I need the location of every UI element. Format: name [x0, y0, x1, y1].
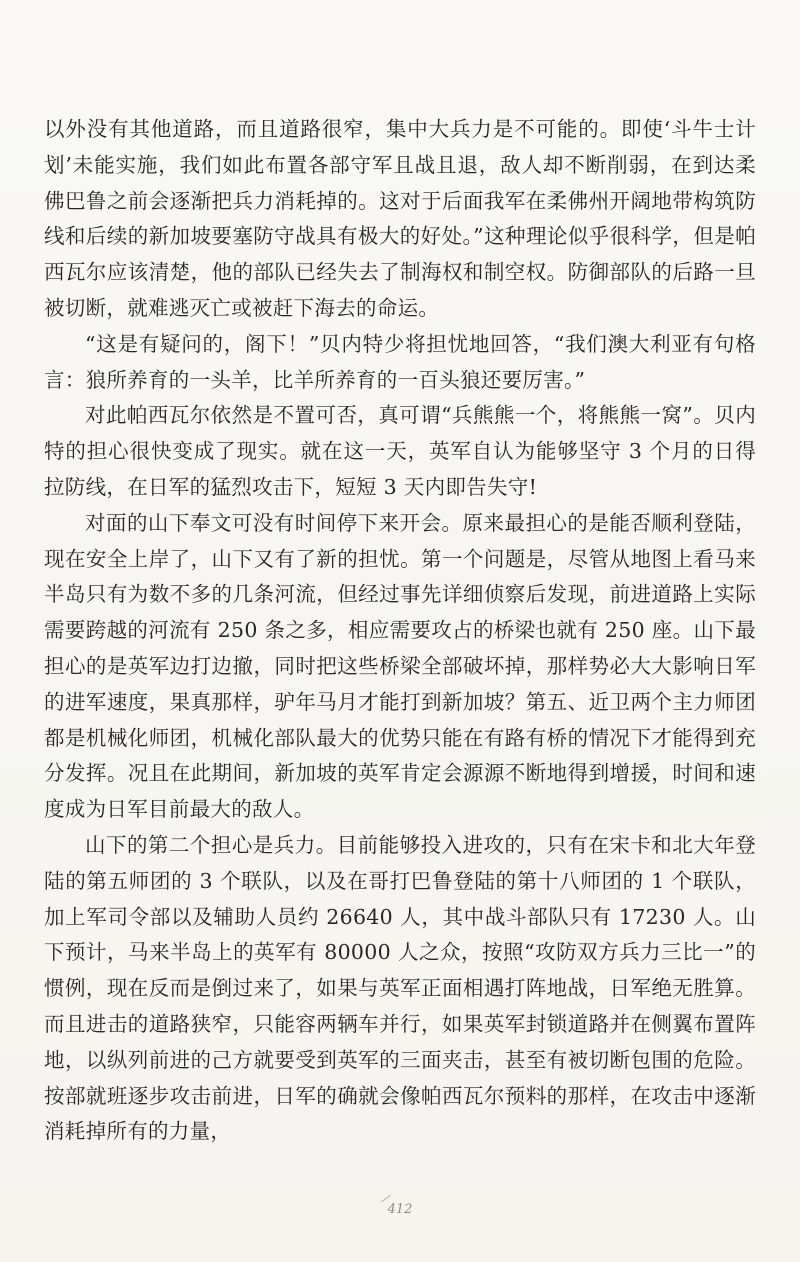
paragraph-2: “这是有疑问的，阁下！”贝内特少将担忧地回答，“我们澳大利亚有句格言：狼所养育的一头羊，比羊所养育的一百头狼还要厉害。”: [44, 331, 756, 392]
paragraph-5: 山下的第二个担心是兵力。目前能够投入进攻的，只有在宋卡和北大年登陆的第五师团的 3 个联队，以及在哥打巴鲁登陆的第十八师团的 1 个联队，加上军司令部以及辅助人员约 26640 人，其中战斗部队只有 17230 人。山下预计，马来半岛上的英军有 80000 人之众，按照“攻防双方兵力三比一”的惯例，现在反而是倒过来了，如果与英军正面相遇打阵地战，日军绝无胜算。而且进击的道路狭窄，只能容两辆车并行，如果英军封锁道路并在侧翼布置阵地，以纵列前进的己方就要受到英军的三面夹击，甚至有被切断包围的危险。按部就班逐步攻击前进，日军的确就会像帕西瓦尔预料的那样，在攻击中逐渐消耗掉所有的力量，: [44, 832, 756, 1144]
paragraph-1: 以外没有其他道路，而且道路很窄，集中大兵力是不可能的。即使‘斗牛士计划’未能实施，我们如此布置各部守军且战且退，敌人却不断削弱，在到达柔佛巴鲁之前会逐渐把兵力消耗掉的。这对于后面我军在柔佛州开阔地带构筑防线和后续的新加坡要塞防守战具有极大的好处。”这种理论似乎很科学，但是帕西瓦尔应该清楚，他的部队已经失去了制海权和制空权。防御部队的后路一旦被切断，就难逃灭亡或被赶下海去的命运。: [44, 117, 756, 320]
paragraph-3: 对此帕西瓦尔依然是不置可否，真可谓“兵熊熊一个，将熊熊一窝”。贝内特的担心很快变成了现实。就在这一天，英军自认为能够坚守 3 个月的日得拉防线，在日军的猛烈攻击下，短短 3 天内即告失守!: [44, 403, 756, 499]
paragraph-4: 对面的山下奉文可没有时间停下来开会。原来最担心的是能否顺利登陆，现在安全上岸了，山下又有了新的担忧。第一个问题是，尽管从地图上看马来半岛只有为数不多的几条河流，但经过事先详细侦察后发现，前进道路上实际需要跨越的河流有 250 条之多，相应需要攻占的桥梁也就有 250 座。山下最担心的是英军边打边撤，同时把这些桥梁全部破坏掉，那样势必大大影响日军的进军速度，果真那样，驴年马月才能打到新加坡？第五、近卫两个主力师团都是机械化师团，机械化部队最大的优势只能在有路有桥的情况下才能得到充分发挥。况且在此期间，新加坡的英军肯定会源源不断地得到增援，时间和速度成为日军目前最大的敌人。: [44, 510, 756, 822]
body-text: [44, 112, 756, 1150]
page-number: 412: [387, 1202, 413, 1217]
